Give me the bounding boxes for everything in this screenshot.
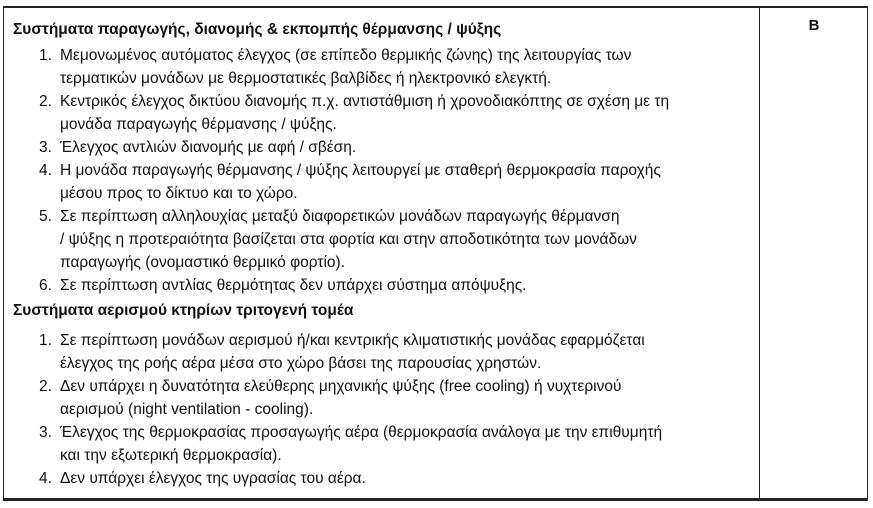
list-item [13,159,753,205]
list-item [13,274,753,297]
item-line: Έλεγχος αντλιών διανομής με αφή / σβέση. [60,139,357,156]
item-line: Δεν υπάρχει η δυνατότητα ελεύθερης μηχανικής ψύξης (free cooling) ή νυχτερινού [60,378,622,395]
item-line: παραγωγής (ονομαστικό θερμικό φορτίο). [60,254,346,271]
list-item [13,467,753,490]
item-line: μονάδα παραγωγής θέρμανσης / ψύξης. [60,116,337,133]
item-line: Σε περίπτωση αλληλουχίας μεταξύ διαφορετικών μονάδων παραγωγής θέρμανση [60,208,620,225]
section-heating-cooling [13,18,753,297]
list-item [13,375,753,421]
item-line: έλεγχος της ροής αέρα μέσα στο χώρο βάσει της παρουσίας χρηστών. [60,355,542,372]
section-heading: Συστήματα αερισμού κτηρίων τριτογενή τομέα [13,302,354,319]
item-line: Μεμονωμένος αυτόματος έλεγχος (σε επίπεδο θερμικής ζώνης) της λειτουργίας των [60,47,632,64]
item-number: 3. [39,139,52,156]
item-line: Έλεγχος της θερμοκρασίας προσαγωγής αέρα (θερμοκρασία ανάλογα με την επιθυμητή [60,424,663,441]
item-line: μέσου προς το δίκτυο και το χώρο. [60,185,298,202]
item-list [13,329,753,490]
item-line: αερισμού (night ventilation - cooling). [60,401,314,418]
item-line: / ψύξης η προτεραιότητα βασίζεται στα φορτία και στην αποδοτικότητα των μονάδων [60,231,637,248]
list-item [13,205,753,274]
list-item [13,90,753,136]
item-line: Σε περίπτωση αντλίας θερμότητας δεν υπάρχει σύστημα απόψυξης. [60,277,527,294]
item-line: Κεντρικός έλεγχος δικτύου διανομής π.χ. αντιστάθμιση ή χρονοδιακόπτης σε σχέση με τη [60,93,670,110]
requirements-table [3,6,868,501]
item-line: Η μονάδα παραγωγής θέρμανσης / ψύξης λειτουργεί με σταθερή θερμοκρασία παροχής [60,162,661,179]
list-item [13,136,753,159]
item-number: 4. [39,162,52,179]
item-number: 6. [39,277,52,294]
item-number: 4. [39,470,52,487]
item-line: και την εξωτερική θερμοκρασία). [60,447,282,464]
item-line: τερματικών μονάδων με θερμοστατικές βαλβίδες ή ηλεκτρονικό ελεγκτή. [60,70,552,87]
item-number: 3. [39,424,52,441]
item-line: Σε περίπτωση μονάδων αερισμού ή/και κεντρικής κλιματιστικής μονάδας εφαρμόζεται [60,332,645,349]
list-item [13,421,753,467]
item-list [13,44,753,297]
section-ventilation [13,299,753,490]
item-number: 2. [39,93,52,110]
grade-label: B [808,17,820,34]
item-number: 1. [39,332,52,349]
list-item [13,329,753,375]
item-line: Δεν υπάρχει έλεγχος της υγρασίας του αέρα. [60,470,366,487]
table-content [13,18,753,490]
list-item [13,44,753,90]
section-heading: Συστήματα παραγωγής, διανομής & εκπομπής θέρμανσης / ψύξης [13,21,502,38]
item-number: 5. [39,208,52,225]
item-number: 1. [39,47,52,64]
column-divider [759,8,760,498]
item-number: 2. [39,378,52,395]
